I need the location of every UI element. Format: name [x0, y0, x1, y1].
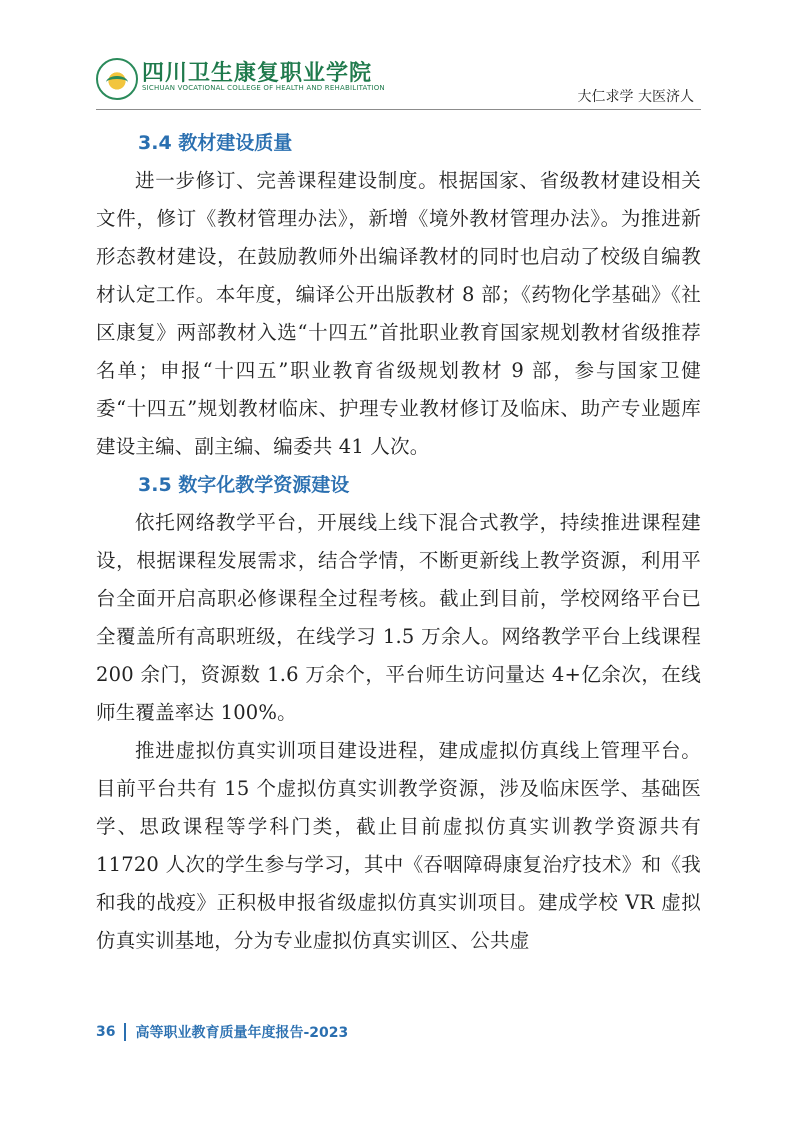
report-title: 高等职业教育质量年度报告-2023 — [135, 1025, 349, 1041]
footer-divider — [124, 1023, 126, 1041]
section-3-5-paragraph-1: 依托网络教学平台，开展线上线下混合式教学，持续推进课程建设，根据课程发展需求，结合学情，不断更新线上教学资源，利用平台全面开启高职必修课程全过程考核。截止到目前，学校网络平台已全覆盖所有高职班级，在线学习 1.5 万余人。网络教学平台上线课程 200 余门，资源数 1.6 万余个，平台师生访问量达 4+亿余次，在线师生覆盖率达 100%。 — [96, 511, 701, 724]
page-footer — [96, 1018, 348, 1046]
page-header — [0, 0, 793, 115]
page-number: 36 — [96, 1024, 116, 1040]
header-divider — [96, 109, 701, 110]
section-3-4-paragraph: 进一步修订、完善课程建设制度。根据国家、省级教材建设相关文件，修订《教材管理办法》，新增《境外教材管理办法》。为推进新形态教材建设，在鼓励教师外出编译教材的同时也启动了校级自编教材认定工作。本年度，编译公开出版教材 8 部；《药物化学基础》《社区康复》两部教材入选“十四五”首批职业教育国家规划教材省级推荐名单；申报“十四五”职业教育省级规划教材 9 部，参与国家卫健委“十四五”规划教材临床、护理专业教材修订及临床、助产专业题库建设主编、副主编、编委共 41 人次。 — [96, 169, 701, 458]
section-3-5-paragraph-2: 推进虚拟仿真实训项目建设进程，建成虚拟仿真线上管理平台。目前平台共有 15 个虚拟仿真实训教学资源，涉及临床医学、基础医学、思政课程等学科门类，截止目前虚拟仿真实训教学资源共有 11720 人次的学生参与学习，其中《吞咽障碍康复治疗技术》和《我和我的战疫》正积极申报省级虚拟仿真实训项目。建成学校 VR 虚拟仿真实训基地，分为专业虚拟仿真实训区、公共虚 — [96, 739, 701, 952]
school-motto: 大仁求学 大医济人 — [577, 89, 694, 105]
section-heading-3-5: 3.5 数字化教学资源建设 — [138, 474, 350, 496]
section-heading-3-4: 3.4 教材建设质量 — [138, 132, 293, 154]
school-emblem-icon — [96, 58, 138, 100]
school-name-en: SICHUAN VOCATIONAL COLLEGE OF HEALTH AND REHABILITATION — [142, 84, 385, 92]
school-name-cn: 四川卫生康复职业学院 — [142, 60, 373, 86]
page-content — [96, 124, 701, 960]
